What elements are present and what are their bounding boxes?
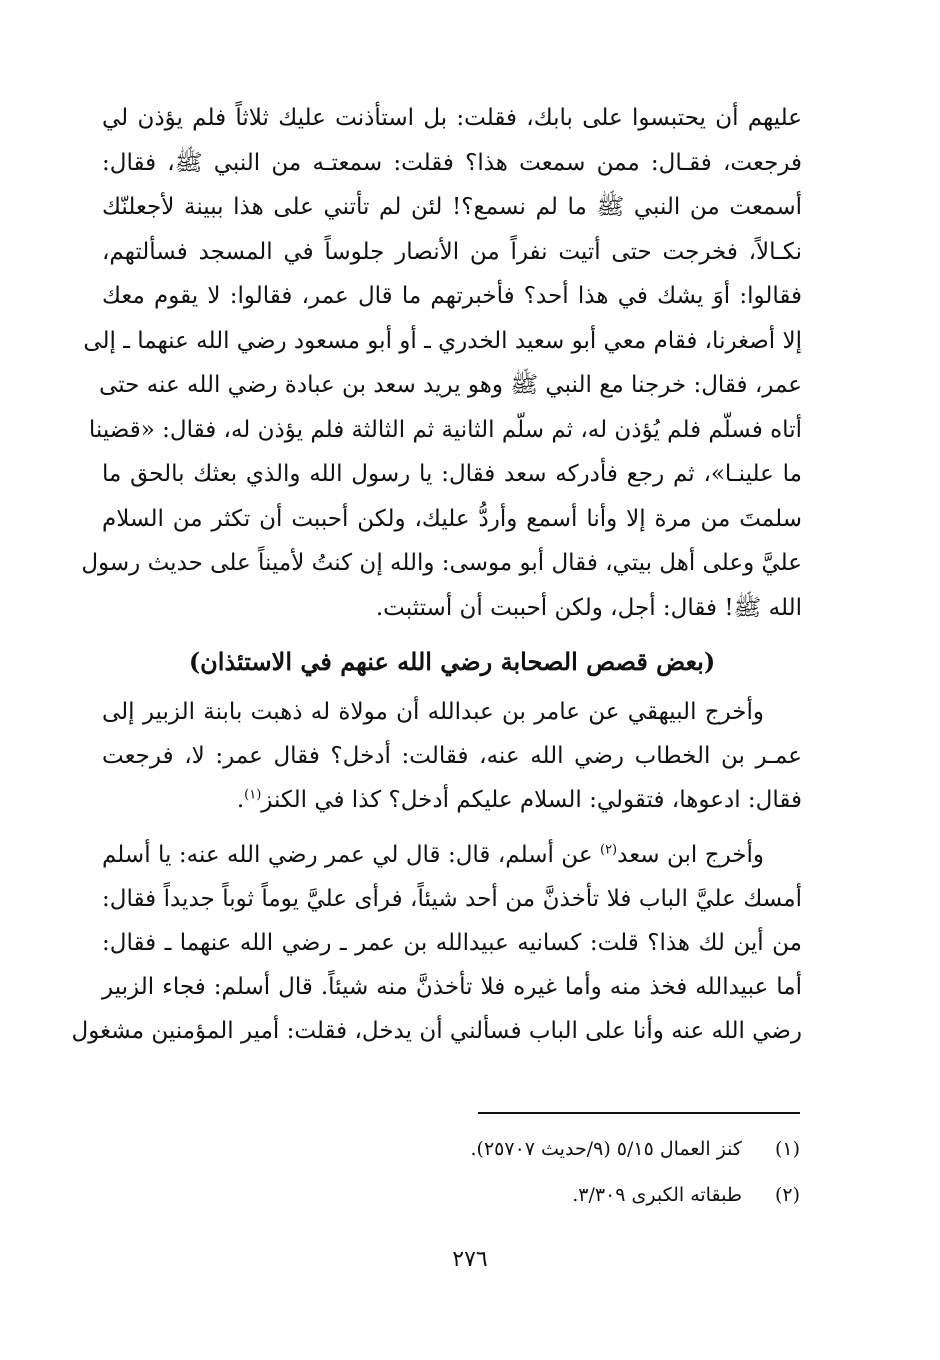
paragraph-2: [102, 690, 802, 822]
text-line: أسمعت من النبي ﷺ ما لم نسمع؟! لئن لم تأتني على هذا ببينة لأجعلنّك: [102, 194, 802, 220]
page-number: ٢٧٦: [452, 1247, 488, 1272]
footnotes: [200, 1126, 800, 1218]
footnote-number: (٢): [774, 1184, 800, 1206]
text-segment: .: [236, 787, 245, 813]
text-line: عليهم أن يحتبسوا على بابك، فقلت: بل استأذنت عليك ثلاثاً فلم يؤذن لي: [102, 105, 802, 131]
text-line: فرجعت، فقـال: ممن سمعت هذا؟ فقلت: سمعتـه من النبي ﷺ، فقال:: [102, 149, 802, 176]
section-heading: (بعض قصص الصحابة رضي الله عنهم في الاستئذان): [188, 647, 716, 676]
text-line: الله ﷺ! فقال: أجل، ولكن أحببت أن أستثبت.: [375, 594, 802, 621]
text-segment: وأخرج ابن سعد: [617, 842, 764, 868]
text-line: ما علينـا»، ثم رجع فأدركه سعد فقال: يا رسول الله والذي بعثك بالحق ما: [102, 461, 802, 487]
footnote-number: (١): [774, 1138, 800, 1160]
text-line: عمـر بن الخطاب رضي الله عنه، فقالت: أدخل؟ فقال عمر: لا، فرجعت: [102, 743, 802, 769]
text-segment: فقال: ادعوها، فتقولي: السلام عليكم أدخل؟ كذا في الكنز: [261, 787, 802, 813]
text-line: أما عبيدالله فخذ منه وأما غيره فلا تأخذنَّ منه شيئاً. قال أسلم: فجاء الزبير: [102, 974, 802, 1000]
footnote: [200, 1126, 800, 1172]
footnote-text: كنز العمال ٥/١٥ (٩/حديث ٢٥٧٠٧).: [470, 1138, 742, 1160]
text-line: نكـالاً، فخرجت حتى أتيت نفراً من الأنصار جلوساً في المسجد فسألتهم،: [102, 238, 802, 265]
paragraph-1: [81, 96, 802, 630]
text-segment: عن أسلم، قال: قال لي عمر رضي الله عنه: يا أسلم: [102, 842, 600, 868]
footnote-divider: [478, 1112, 800, 1114]
footnote-reference: (١): [244, 787, 262, 803]
text-line: من أين لك هذا؟ قلت: كسانيه عبيدالله بن عمر ـ رضي الله عنهما ـ فقال:: [102, 930, 802, 956]
text-line: فقالوا: أوَ يشك في هذا أحد؟ فأخبرتهم ما قال عمر، فقالوا: لا يقوم معك: [102, 283, 802, 309]
text-line: إلا أصغرنا، فقام معي أبو سعيد الخدري ـ أو أبو مسعود رضي الله عنهما ـ إلى: [83, 327, 802, 354]
text-line: سلمتَ من مرة إلا وأنا أسمع وأردُّ عليك، ولكن أحببت أن تكثر من السلام: [102, 505, 802, 532]
text-line: أتاه فسلّم فلم يُؤذن له، ثم سلّم الثانية ثم الثالثة فلم يؤذن له، فقال: «قضينا: [88, 416, 802, 443]
text-line: رضي الله عنه وأنا على الباب فسألني أن يدخل، فقلت: أمير المؤمنين مشغول: [71, 1018, 802, 1044]
footnote-reference: (٢): [599, 842, 618, 858]
text-line: وأخرج البيهقي عن عامر بن عبدالله أن مولاة له ذهبت بابنة الزبير إلى: [102, 699, 764, 725]
footnote: [200, 1172, 800, 1218]
text-line: [102, 833, 802, 877]
footnote-text: طبقاته الكبرى ٣/٣٠٩.: [572, 1184, 742, 1206]
text-line: عمر، فقال: خرجنا مع النبي ﷺ وهو يريد سعد بن عبادة رضي الله عنه حتى: [99, 372, 802, 398]
paragraph-3: [71, 833, 802, 1053]
text-line: [102, 778, 802, 822]
text-line: أمسك عليَّ الباب فلا تأخذنَّ من أحد شيئاً، فرأى عليَّ يوماً ثوباً جديداً فقال:: [102, 886, 802, 912]
text-line: عليَّ وعلى أهل بيتي، فقال أبو موسى: والله إن كنتُ لأميناً على حديث رسول: [81, 550, 802, 576]
